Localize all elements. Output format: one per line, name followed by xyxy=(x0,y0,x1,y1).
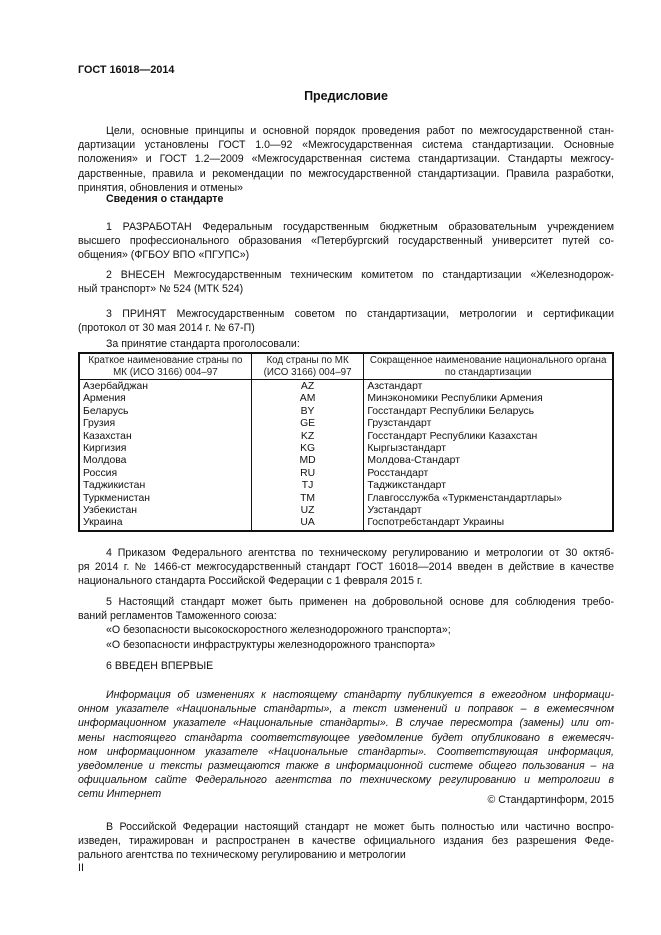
text-line: изведен, тиражирован и распространен в качестве официального издания без разрешения Феде- xyxy=(78,835,614,848)
text-line: В Российской Федерации настоящий стандарт не может быть полностью или частично воспро- xyxy=(106,821,614,833)
cell-code: KZ xyxy=(251,431,363,443)
text-line: ваний регламентов Таможенного союза: xyxy=(78,610,277,623)
cell-country: Туркменистан xyxy=(79,493,251,505)
cell-body: Госпотребстандарт Украины xyxy=(364,517,613,530)
table-row xyxy=(79,468,613,480)
cell-body: Молдова-Стандарт xyxy=(364,455,613,467)
page-number: II xyxy=(78,862,84,874)
cell-country: Азербайджан xyxy=(79,380,251,394)
text-line: ный транспорт» № 524 (МТК 524) xyxy=(78,283,244,296)
cell-body: Главгосслужба «Туркменстандартлары» xyxy=(364,493,613,505)
cell-body: Кыргызстандарт xyxy=(364,443,613,455)
cell-code: GE xyxy=(251,418,363,430)
cell-country: Россия xyxy=(79,468,251,480)
cell-code: MD xyxy=(251,455,363,467)
text-line: официальном сайте Федерального агентства по техническому регулированию и метрологии в xyxy=(78,774,614,787)
item-3-paragraph xyxy=(78,307,614,335)
cell-country: Узбекистан xyxy=(79,505,251,517)
header-code: Код страны по МК (ИСО 3166) 004–97 xyxy=(251,353,363,380)
info-paragraph xyxy=(78,688,614,802)
cell-code: BY xyxy=(251,406,363,418)
text-line: уведомление и тексты размещаются также в информационной системе общего пользования – на xyxy=(78,760,614,773)
cell-code: RU xyxy=(251,468,363,480)
text-line: общения» (ФГБОУ ВПО «ПГУПС») xyxy=(78,249,250,262)
text-line: высшего профессионального образования «Петербургский государственный университет путей со- xyxy=(78,235,614,248)
text-line: мены настоящего стандарта соответствующее уведомление будет опубликовано в ежемесяч- xyxy=(78,731,614,744)
table-row xyxy=(79,517,613,530)
table-row xyxy=(79,455,613,467)
item-2-paragraph xyxy=(78,268,614,296)
intro-paragraph xyxy=(78,124,614,195)
item-5-paragraph xyxy=(78,595,614,652)
cell-body: Узстандарт xyxy=(364,505,613,517)
cell-code: TJ xyxy=(251,480,363,492)
table-header-row xyxy=(79,353,613,380)
item-1-paragraph xyxy=(78,220,614,263)
text-line: ном информационном указателе «Национальные стандарты». Соответствующая информация, xyxy=(78,745,614,758)
table-row xyxy=(79,380,613,394)
table-row xyxy=(79,505,613,517)
list-item: «О безопасности инфраструктуры железнодорожного транспорта» xyxy=(106,638,436,651)
cell-country: Казахстан xyxy=(79,431,251,443)
cell-code: AM xyxy=(251,393,363,405)
cell-code: UA xyxy=(251,517,363,530)
cell-body: Минэкономики Республики Армения xyxy=(364,393,613,405)
cell-body: Грузстандарт xyxy=(364,418,613,430)
text-line: онном указателе «Национальные стандарты», а текст изменений и поправок – в ежемесячном xyxy=(78,703,614,716)
cell-code: KG xyxy=(251,443,363,455)
cell-body: Таджикстандарт xyxy=(364,480,613,492)
text-line: Цели, основные принципы и основной порядок проведения работ по межгосударственной стан- xyxy=(106,125,614,137)
cell-body: Азстандарт xyxy=(364,380,613,394)
restriction-paragraph xyxy=(78,820,614,863)
table-row xyxy=(79,493,613,505)
text-line: положения» и ГОСТ 1.2—2009 «Межгосударственная система стандартизации. Стандарты межгосу- xyxy=(78,153,614,166)
table-row xyxy=(79,480,613,492)
header-country: Краткое наименование страны по МК (ИСО 3166) 004–97 xyxy=(79,353,251,380)
member-states-table xyxy=(78,352,614,532)
table-row xyxy=(79,393,613,405)
cell-country: Украина xyxy=(79,517,251,530)
header-body: Сокращенное наименование национального органа по стандартизации xyxy=(364,353,613,380)
cell-code: TM xyxy=(251,493,363,505)
page-title: Предисловие xyxy=(304,89,388,103)
table-row xyxy=(79,443,613,455)
item-4-paragraph xyxy=(78,546,614,589)
list-item: «О безопасности высокоскоростного железнодорожного транспорта»; xyxy=(106,624,451,637)
table-row xyxy=(79,431,613,443)
text-line: 4 Приказом Федерального агентства по техническому регулированию и метрологии от 30 октяб- xyxy=(106,547,614,559)
cell-country: Беларусь xyxy=(79,406,251,418)
text-line: (протокол от 30 мая 2014 г. № 67-П) xyxy=(78,322,255,335)
cell-body: Госстандарт Республики Беларусь xyxy=(364,406,613,418)
table-row xyxy=(79,418,613,430)
cell-country: Молдова xyxy=(79,455,251,467)
table-row xyxy=(79,406,613,418)
text-line: принятия, обновления и отмены» xyxy=(78,181,244,194)
text-line: рального агентства по техническому регулированию и метрологии xyxy=(78,849,406,862)
cell-country: Киргизия xyxy=(79,443,251,455)
copyright: © Стандартинформ, 2015 xyxy=(487,794,614,806)
item-6: 6 ВВЕДЕН ВПЕРВЫЕ xyxy=(106,660,214,672)
text-line: 1 РАЗРАБОТАН Федеральным государственным бюджетным образовательным учреждением xyxy=(106,221,614,233)
text-line: информационном указателе «Национальные стандарты». В случае пересмотра (замены) или от- xyxy=(78,717,614,730)
section-heading: Сведения о стандарте xyxy=(106,193,224,205)
cell-country: Таджикистан xyxy=(79,480,251,492)
text-line: дартизации установлены ГОСТ 1.0—92 «Межгосударственная система стандартизации. Основные xyxy=(78,139,614,152)
cell-country: Грузия xyxy=(79,418,251,430)
cell-code: AZ xyxy=(251,380,363,394)
text-line: Информация об изменениях к настоящему стандарту публикуется в ежегодном информаци- xyxy=(106,689,614,701)
voted-label: За принятие стандарта проголосовали: xyxy=(106,338,300,350)
cell-code: UZ xyxy=(251,505,363,517)
text-line: 5 Настоящий стандарт может быть применен на добровольной основе для соблюдения требо- xyxy=(106,596,614,608)
document-code: ГОСТ 16018—2014 xyxy=(78,64,175,76)
cell-body: Росстандарт xyxy=(364,468,613,480)
text-line: 3 ПРИНЯТ Межгосударственным советом по стандартизации, метрологии и сертификации xyxy=(106,308,614,320)
text-line: дарственные, правила и рекомендации по межгосударственной стандартизации. Правила разработки, xyxy=(78,167,614,180)
text-line: 2 ВНЕСЕН Межгосударственным техническим комитетом по стандартизации «Железнодорож- xyxy=(106,269,614,281)
cell-country: Армения xyxy=(79,393,251,405)
text-line: национального стандарта Российской Федерации с 1 февраля 2015 г. xyxy=(78,575,423,588)
cell-body: Госстандарт Республики Казахстан xyxy=(364,431,613,443)
text-line: сети Интернет xyxy=(78,788,162,801)
text-line: ря 2014 г. № 1466-ст межгосударственный стандарт ГОСТ 16018—2014 введен в действие в качестве xyxy=(78,561,614,574)
